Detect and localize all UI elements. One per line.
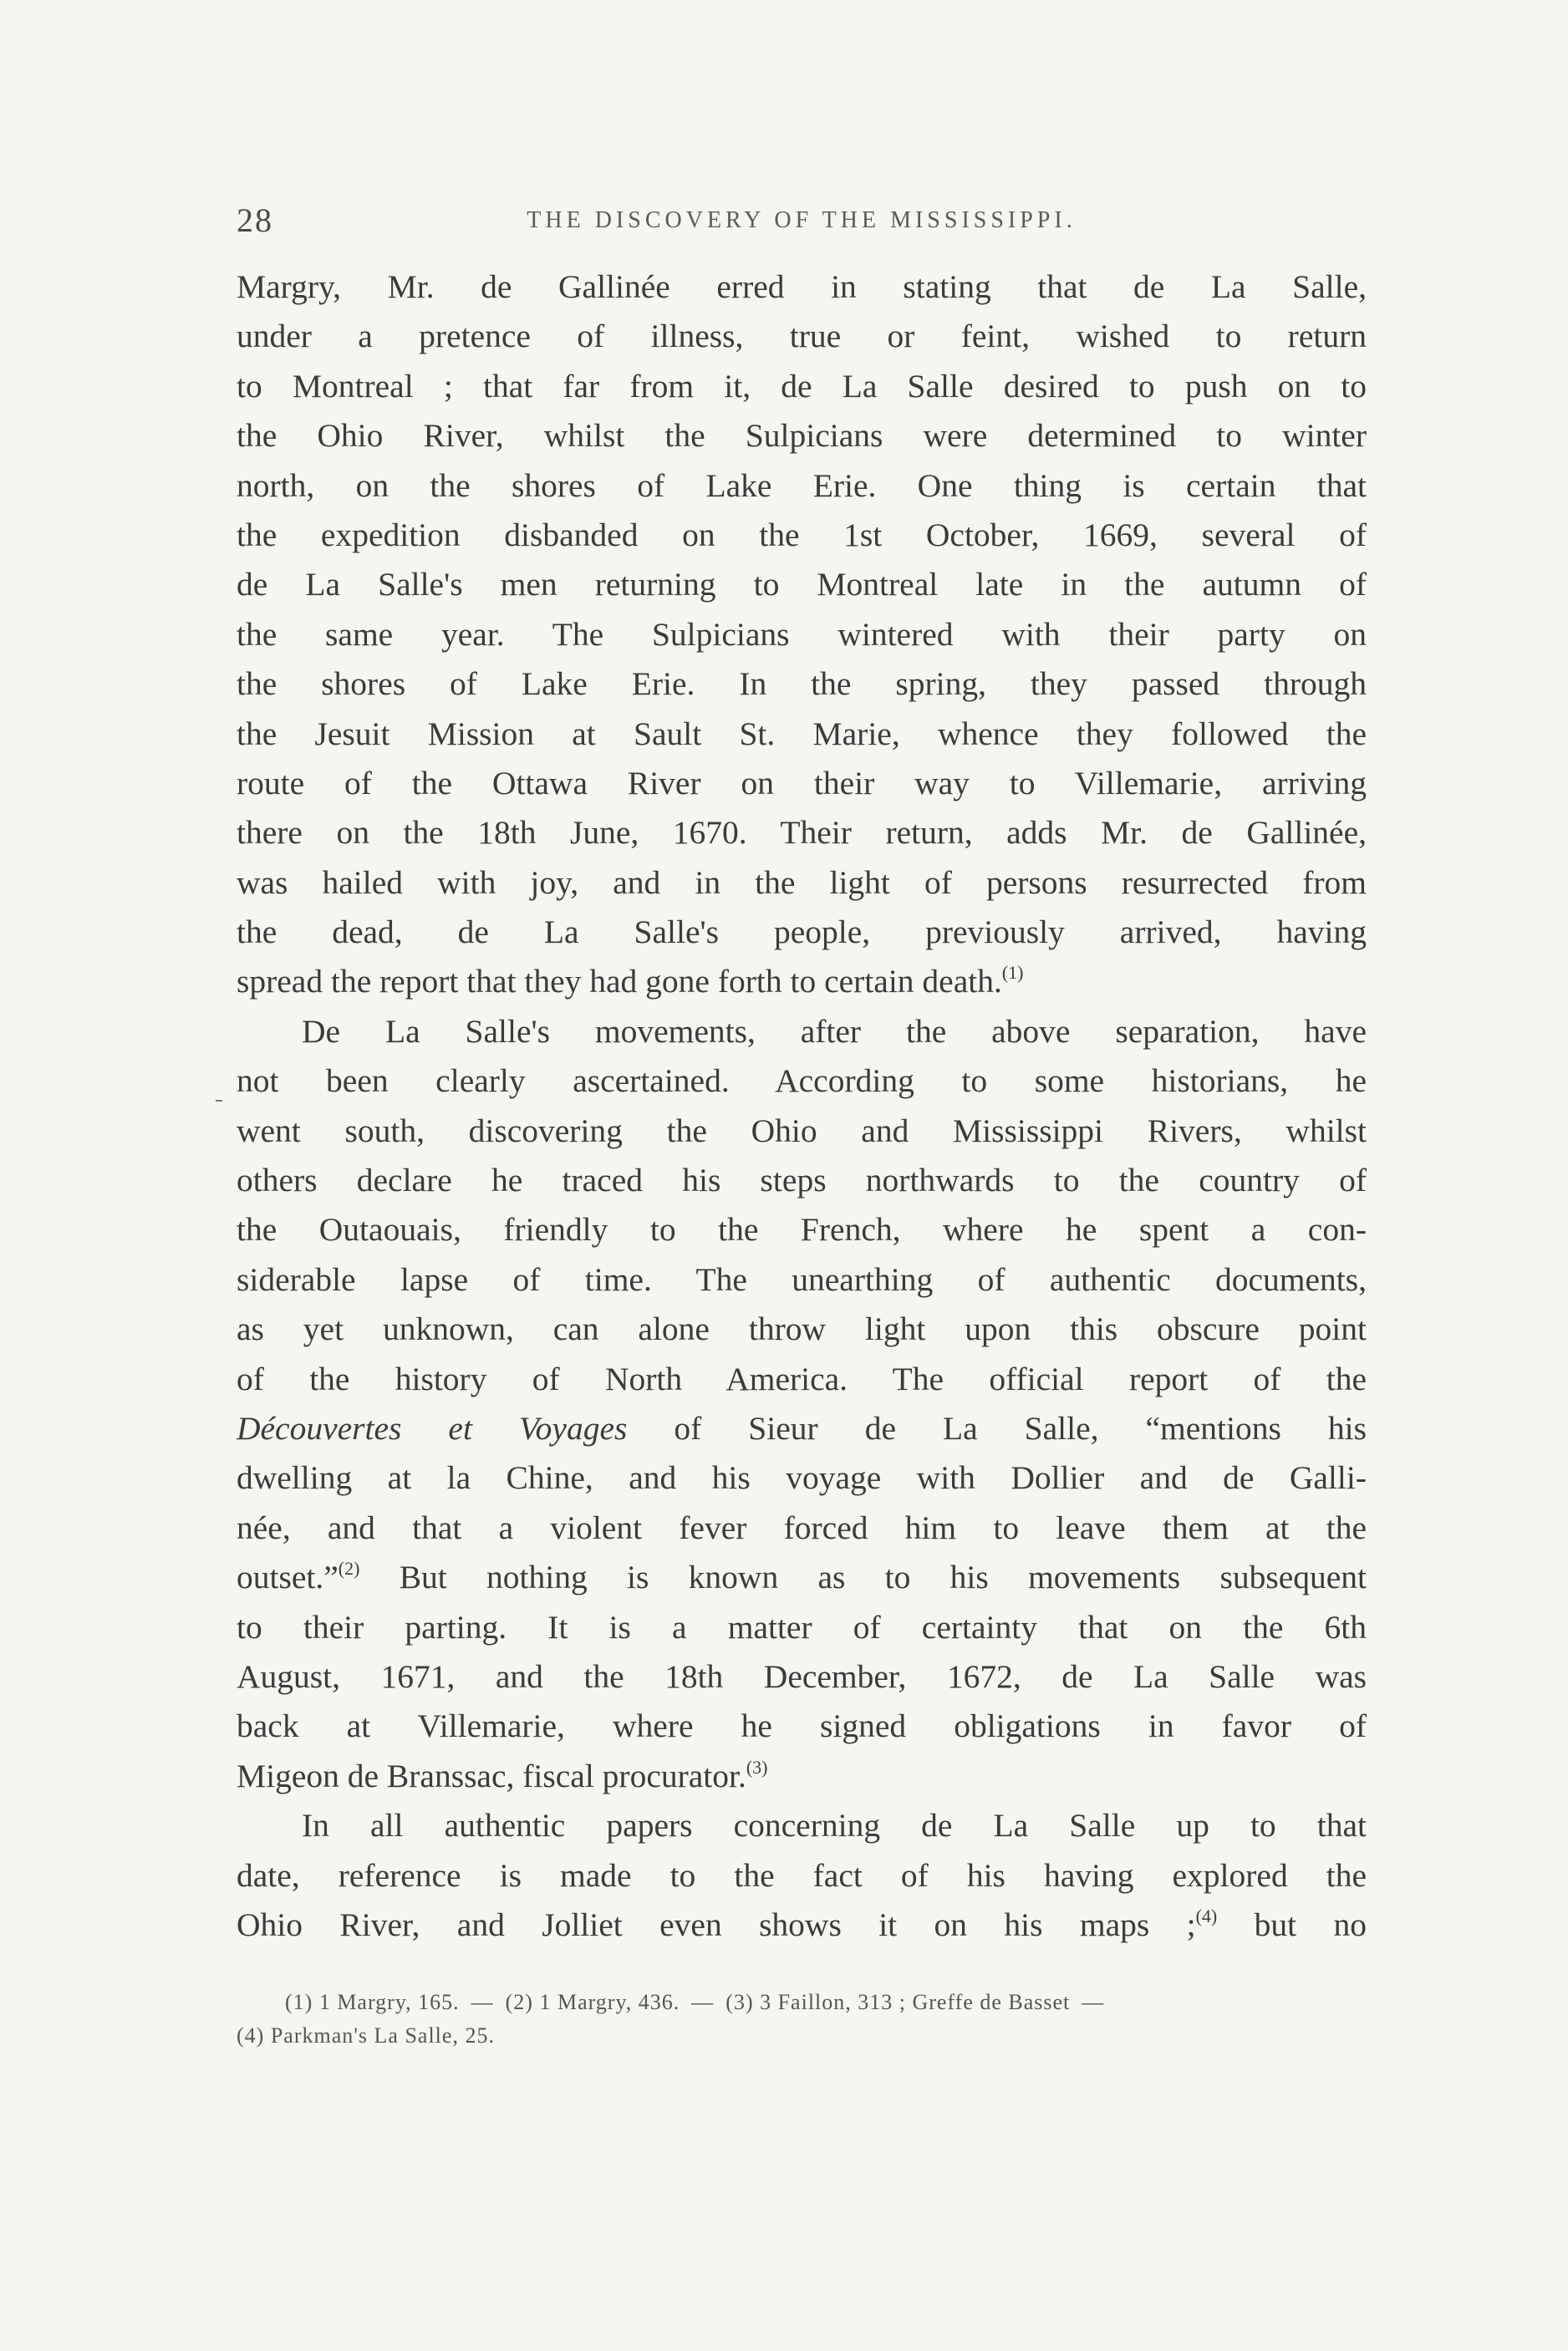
footnote-ref: (3) bbox=[746, 1756, 768, 1778]
text-line bbox=[237, 1553, 1367, 1602]
text-line: the Ohio River, whilst the Sulpicians were determined to winter bbox=[237, 417, 1367, 455]
text-line bbox=[237, 1752, 1367, 1801]
text-line: August, 1671, and the 18th December, 1672, de La Salle was bbox=[237, 1657, 1367, 1695]
italic-title: Découvertes et Voyages bbox=[237, 1409, 628, 1447]
text-line: others declare he traced his steps northwards to the country of bbox=[237, 1162, 1367, 1199]
text-line: de La Salle's men returning to Montreal late in the autumn of bbox=[237, 566, 1367, 603]
text-line: back at Villemarie, where he signed obligations in favor of bbox=[237, 1707, 1367, 1745]
footnote-separator: — bbox=[691, 1990, 715, 2014]
footnote-3: (3) 3 Faillon, 313 ; Greffe de Basset bbox=[725, 1990, 1071, 2014]
text-line: the Jesuit Mission at Sault St. Marie, whence they followed the bbox=[237, 715, 1367, 752]
text-segment: outset.” bbox=[237, 1559, 339, 1596]
text-line: as yet unknown, can alone throw light upon this obscure point bbox=[237, 1310, 1367, 1348]
text-line: was hailed with joy, and in the light of persons resurrected from bbox=[237, 863, 1367, 901]
text-segment: Ohio River, and Jolliet even shows it on his maps ; bbox=[237, 1906, 1196, 1943]
text-segment: but no bbox=[1217, 1906, 1367, 1943]
text-line: route of the Ottawa River on their way to Villemarie, arriving bbox=[237, 764, 1367, 801]
text-segment: of Sieur de La Salle, “mentions his bbox=[627, 1409, 1367, 1447]
footnote-ref: (4) bbox=[1195, 1905, 1218, 1926]
text-line: siderable lapse of time. The unearthing of authentic documents, bbox=[237, 1260, 1367, 1298]
text-line: the expedition disbanded on the 1st October, 1669, several of bbox=[237, 516, 1367, 553]
text-line bbox=[237, 1901, 1367, 1950]
footnote-4: (4) Parkman's La Salle, 25. bbox=[237, 2023, 495, 2048]
text-line: the same year. The Sulpicians wintered with their party on bbox=[237, 615, 1367, 653]
text-line: dwelling at la Chine, and his voyage with Dollier and de Galli- bbox=[237, 1459, 1367, 1497]
text-line: went south, discovering the Ohio and Mississippi Rivers, whilst bbox=[237, 1112, 1367, 1149]
body-text bbox=[237, 262, 1367, 1950]
text-segment: Migeon de Branssac, fiscal procurator. bbox=[237, 1757, 746, 1794]
text-line: north, on the shores of Lake Erie. One thing is certain that bbox=[237, 466, 1367, 504]
footnote-line bbox=[237, 2019, 1367, 2053]
text-line: of the history of North America. The official report of the bbox=[237, 1360, 1367, 1397]
margin-mark bbox=[216, 1100, 222, 1102]
footnote-ref: (1) bbox=[1001, 962, 1024, 984]
running-title: THE DISCOVERY OF THE MISSISSIPPI. bbox=[527, 207, 1077, 233]
text-line bbox=[237, 957, 1367, 1006]
text-line: under a pretence of illness, true or feint, wished to return bbox=[237, 318, 1367, 355]
footnote-separator: — bbox=[471, 1990, 494, 2014]
page-number: 28 bbox=[237, 201, 273, 239]
text-line: Margry, Mr. de Gallinée erred in stating that de La Salle, bbox=[237, 268, 1367, 305]
footnote-1: (1) 1 Margry, 165. bbox=[285, 1990, 460, 2014]
footnote-ref: (2) bbox=[338, 1558, 360, 1580]
text-segment: But nothing is known as to his movements subsequent bbox=[359, 1559, 1367, 1596]
text-line: to their parting. It is a matter of certainty that on the 6th bbox=[237, 1608, 1367, 1646]
text-line bbox=[237, 1404, 1367, 1453]
text-line: the dead, de La Salle's people, previously arrived, having bbox=[237, 913, 1367, 951]
text-line: the Outaouais, friendly to the French, where he spent a con- bbox=[237, 1211, 1367, 1249]
footnote-2: (2) 1 Margry, 436. bbox=[505, 1990, 680, 2014]
text-line: De La Salle's movements, after the above separation, have bbox=[302, 1012, 1367, 1050]
text-line: the shores of Lake Erie. In the spring, they passed through bbox=[237, 665, 1367, 703]
text-line: not been clearly ascertained. According to some historians, he bbox=[237, 1062, 1367, 1100]
text-line: to Montreal ; that far from it, de La Salle desired to push on to bbox=[237, 367, 1367, 405]
footnote-separator: — bbox=[1082, 1990, 1105, 2014]
text-segment: spread the report that they had gone forth to certain death. bbox=[237, 963, 1002, 1000]
text-line: there on the 18th June, 1670. Their return, adds Mr. de Gallinée, bbox=[237, 814, 1367, 852]
footnote-line bbox=[237, 1986, 1367, 2019]
footnotes bbox=[237, 1986, 1367, 2053]
text-line: née, and that a violent fever forced him to leave them at the bbox=[237, 1509, 1367, 1546]
page-header bbox=[237, 197, 1367, 244]
text-line: In all authentic papers concerning de La Salle up to that bbox=[302, 1807, 1367, 1845]
text-line: date, reference is made to the fact of his having explored the bbox=[237, 1856, 1367, 1894]
